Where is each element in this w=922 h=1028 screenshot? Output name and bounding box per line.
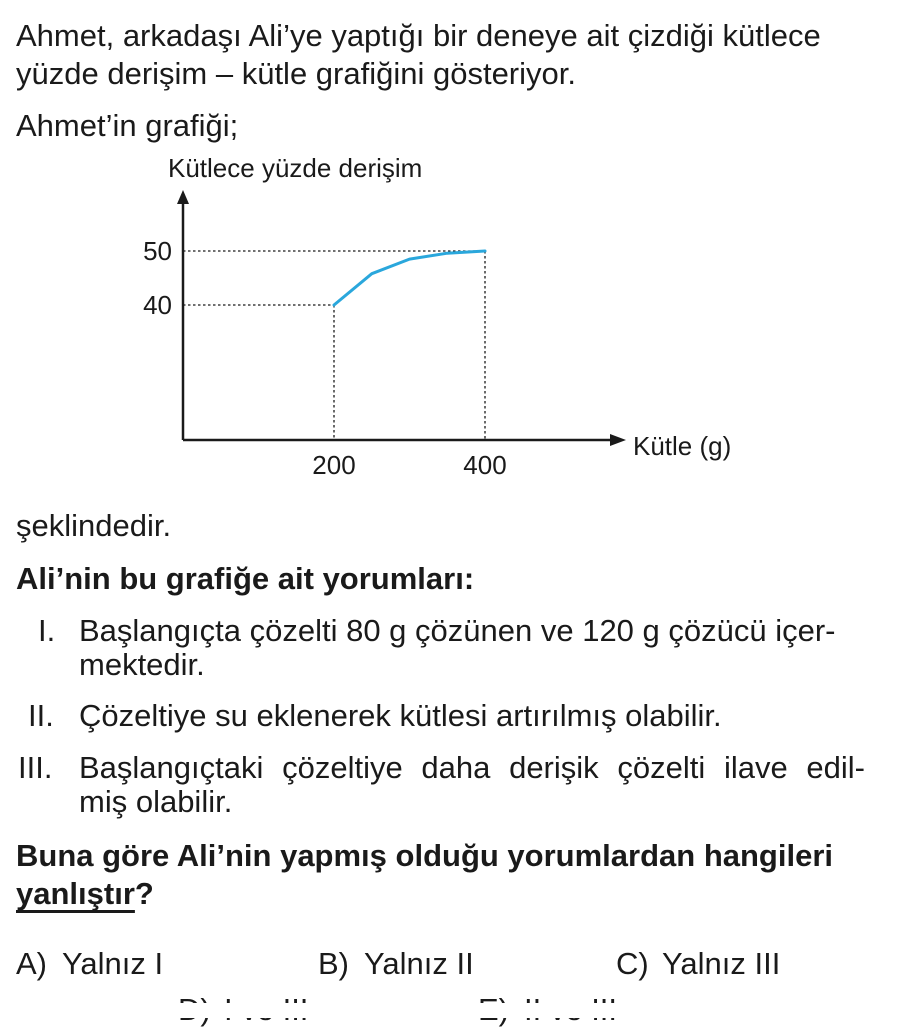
y-axis-arrow-icon	[177, 190, 189, 204]
intro-line-1: Ahmet, arkadaşı Ali’ye yaptığı bir deneye ait çizdiği kütlece	[16, 18, 821, 53]
option-b[interactable]	[318, 946, 474, 982]
x-axis-label: Kütle (g)	[633, 431, 732, 461]
x-axis-arrow-icon	[610, 434, 626, 446]
option-c[interactable]	[616, 946, 780, 982]
x-tick-label-1: 200	[312, 450, 356, 480]
y-tick-label-2: 50	[143, 236, 172, 266]
comments-title: Ali’nin bu grafiğe ait yorumları:	[16, 561, 475, 596]
option-b-label: B)	[318, 946, 349, 981]
comment-2-line-1: Çözeltiye su eklenerek kütlesi artırılmış olabilir.	[79, 698, 722, 733]
comment-1-line-1: Başlangıçta çözelti 80 g çözünen ve 120 g çözücü içer-	[79, 613, 836, 648]
series-line-1	[334, 251, 485, 305]
comment-3-line-1: Başlangıçtaki çözeltiye daha derişik çözelti ilave edil-	[79, 750, 865, 785]
option-c-label: C)	[616, 946, 649, 981]
comment-3-line-2: miş olabilir.	[79, 784, 233, 819]
option-a-label: A)	[16, 946, 47, 981]
question-line-2	[16, 876, 154, 912]
question-mark: ?	[134, 876, 154, 911]
comment-2-number: II.	[28, 698, 54, 733]
comment-1-number: I.	[38, 613, 56, 648]
option-b-text: Yalnız II	[364, 946, 474, 981]
after-graph-text: şeklindedir.	[16, 508, 172, 543]
x-tick-label-2: 400	[463, 450, 507, 480]
comment-1-line-2: mektedir.	[79, 647, 205, 682]
page-bottom-edge	[0, 1003, 922, 1018]
option-c-text: Yalnız III	[662, 946, 781, 981]
comment-3-number: III.	[18, 750, 53, 785]
question-underlined-word: yanlıştır	[16, 876, 135, 911]
question-line-1: Buna göre Ali’nin yapmış olduğu yorumlardan hangileri	[16, 838, 834, 873]
intro-line-2: yüzde derişim – kütle grafiğini gösteriyor.	[16, 56, 576, 91]
y-tick-label-1: 40	[143, 290, 172, 320]
option-a[interactable]	[16, 946, 163, 982]
y-axis-label: Kütlece yüzde derişim	[168, 153, 423, 183]
option-a-text: Yalnız I	[62, 946, 164, 981]
graph-caption: Ahmet’in grafiği;	[16, 108, 239, 143]
